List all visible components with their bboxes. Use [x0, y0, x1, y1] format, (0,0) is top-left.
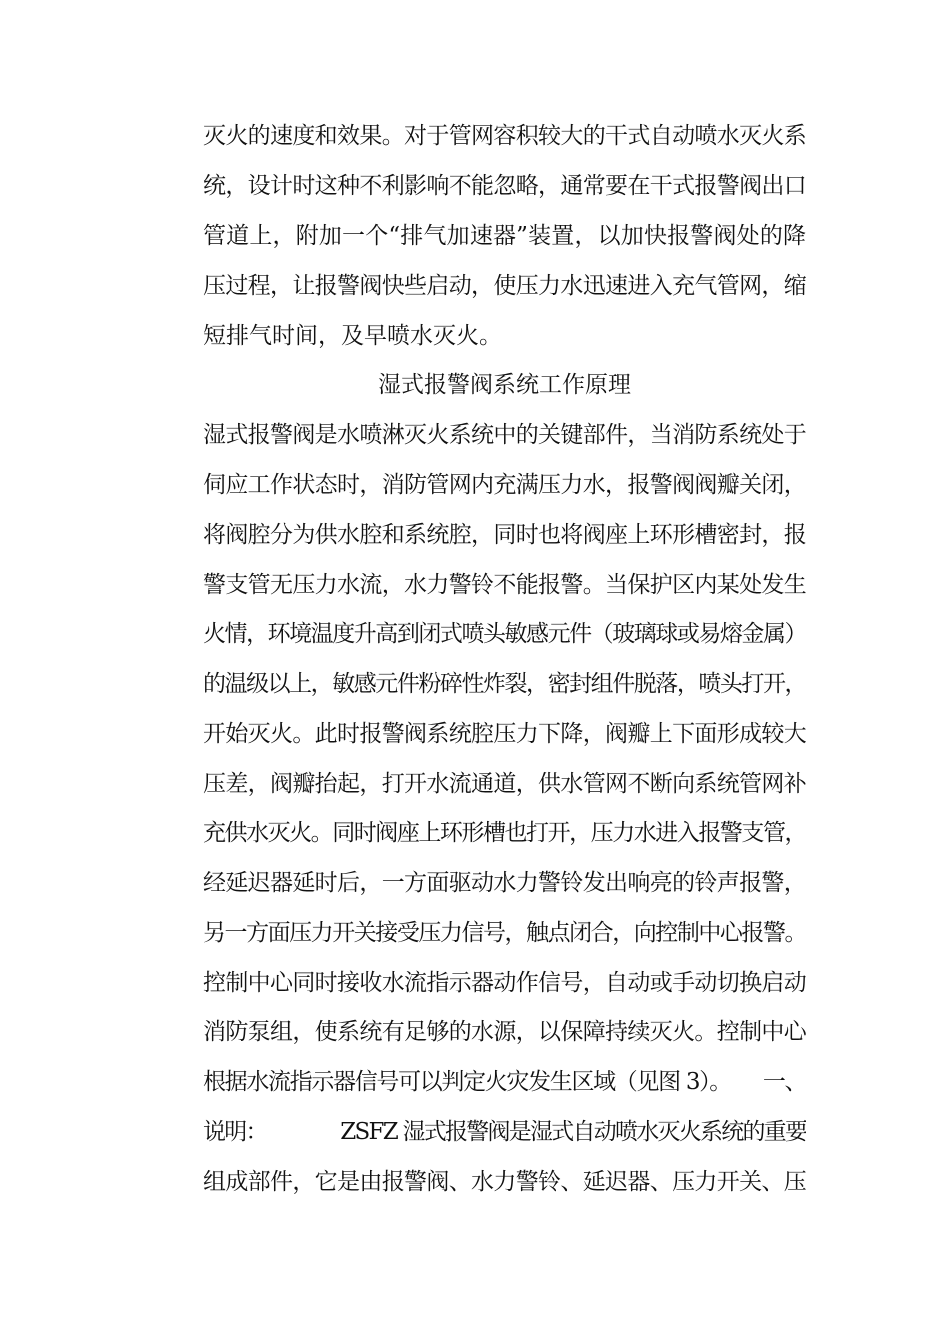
text-line: 充供水灭火。同时阀座上环形槽也打开，压力水进入报警支管，	[203, 820, 806, 846]
text-line: 经延迟器延时后，一方面驱动水力警铃发出响亮的铃声报警，	[203, 870, 806, 896]
text-line: 开始灭火。此时报警阀系统腔压力下降，阀瓣上下面形成较大	[203, 721, 806, 747]
section-title: 湿式报警阀系统工作原理	[378, 372, 631, 398]
text-line: 伺应工作状态时，消防管网内充满压力水，报警阀阀瓣关闭，	[203, 472, 806, 498]
text-line: 湿式报警阀是水喷淋灭火系统中的关键部件，当消防系统处于	[203, 422, 806, 448]
text-line: 组成部件，它是由报警阀、水力警铃、延迟器、压力开关、压	[203, 1169, 806, 1195]
text-line: 短排气时间，及早喷水灭火。	[203, 323, 502, 349]
text-line: 将阀腔分为供水腔和系统腔，同时也将阀座上环形槽密封，报	[203, 522, 806, 548]
text-line: 根据水流指示器信号可以判定火灾发生区域（见图 3）。 一、	[203, 1069, 806, 1095]
text-line: 消防泵组，使系统有足够的水源，以保障持续灭火。控制中心	[203, 1019, 806, 1045]
text-line: 警支管无压力水流，水力警铃不能报警。当保护区内某处发生	[203, 572, 806, 598]
text-line: 管道上，附加一个“排气加速器”装置，以加快报警阀处的降	[203, 223, 806, 249]
text-line: 统，设计时这种不利影响不能忽略，通常要在干式报警阀出口	[203, 173, 806, 199]
text-line: 压过程，让报警阀快些启动，使压力水迅速进入充气管网，缩	[203, 273, 806, 299]
text-line: 灭火的速度和效果。对于管网容积较大的干式自动喷水灭火系	[203, 123, 806, 149]
text-line: 另一方面压力开关接受压力信号，触点闭合，向控制中心报警。	[203, 920, 806, 946]
text-line: 的温级以上，敏感元件粉碎性炸裂，密封组件脱落，喷头打开，	[203, 671, 806, 697]
text-line: 控制中心同时接收水流指示器动作信号，自动或手动切换启动	[203, 970, 806, 996]
text-line: 火情，环境温度升高到闭式喷头敏感元件（玻璃球或易熔金属）	[203, 621, 806, 647]
text-line: 压差，阀瓣抬起，打开水流通道，供水管网不断向系统管网补	[203, 771, 806, 797]
text-line: 说明： ZSFZ 湿式报警阀是湿式自动喷水灭火系统的重要	[203, 1119, 806, 1145]
